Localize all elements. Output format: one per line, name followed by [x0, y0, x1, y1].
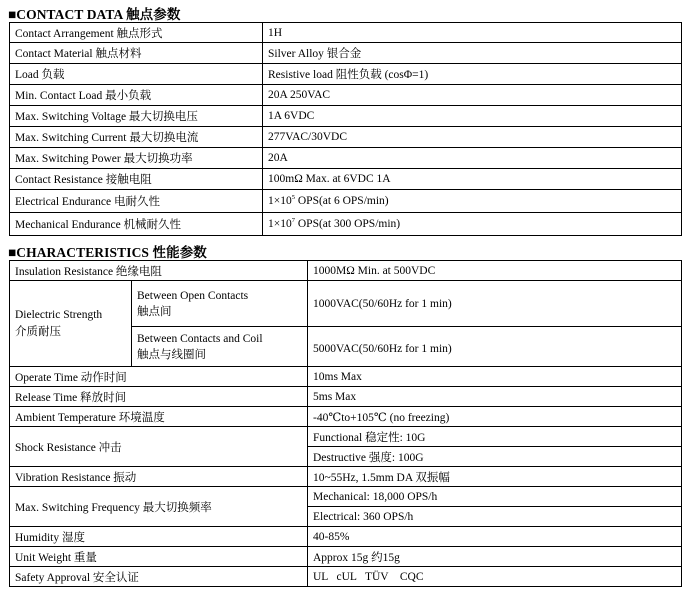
characteristics-title: ■CHARACTERISTICS 性能参数	[8, 245, 207, 260]
row-label: Operate Time 动作时间	[10, 367, 308, 387]
dielectric-label-cn: 介质耐压	[15, 325, 61, 338]
row-label: Contact Material 触点材料	[10, 43, 263, 64]
table-row	[10, 547, 682, 567]
row-label: Contact Arrangement 触点形式	[10, 23, 263, 43]
table-row	[10, 427, 682, 447]
table-row	[10, 213, 682, 236]
table-row	[10, 106, 682, 127]
row-label: Max. Switching Frequency 最大切换频率	[10, 487, 308, 527]
sub-label	[132, 327, 308, 367]
row-label: Vibration Resistance 振动	[10, 467, 308, 487]
dielectric-label	[10, 281, 132, 367]
row-label: Humidity 湿度	[10, 527, 308, 547]
value-rest: OPS(at 300 OPS/min)	[295, 218, 401, 230]
characteristics-table	[9, 260, 682, 587]
table-row	[10, 467, 682, 487]
row-value	[263, 190, 682, 213]
sub-label-en: Between Open Contacts	[137, 289, 249, 302]
value-base: 1×10	[268, 195, 292, 207]
table-row	[10, 281, 682, 327]
row-value: 10~55Hz, 1.5mm DA 双振幅	[308, 467, 682, 487]
table-row	[10, 169, 682, 190]
row-label: Insulation Resistance 绝缘电阻	[10, 261, 308, 281]
row-label: Shock Resistance 冲击	[10, 427, 308, 467]
row-label: Max. Switching Power 最大切换功率	[10, 148, 263, 169]
row-value	[263, 213, 682, 236]
row-label: Load 负载	[10, 64, 263, 85]
row-value: Silver Alloy 银合金	[263, 43, 682, 64]
table-row	[10, 407, 682, 427]
table-row	[10, 85, 682, 106]
row-label: Release Time 释放时间	[10, 387, 308, 407]
table-row	[10, 527, 682, 547]
sub-label	[132, 281, 308, 327]
table-row	[10, 64, 682, 85]
row-value: Destructive 强度: 100G	[308, 447, 682, 467]
table-row	[10, 487, 682, 507]
row-value: 1000MΩ Min. at 500VDC	[308, 261, 682, 281]
sub-label-cn: 触点与线圈间	[137, 348, 206, 361]
table-row	[10, 261, 682, 281]
row-label: Min. Contact Load 最小负载	[10, 85, 263, 106]
row-value: 20A	[263, 148, 682, 169]
table-row	[10, 567, 682, 587]
row-value: 277VAC/30VDC	[263, 127, 682, 148]
sub-label-en: Between Contacts and Coil	[137, 332, 263, 345]
table-row	[10, 387, 682, 407]
dielectric-label-en: Dielectric Strength	[15, 308, 103, 321]
row-value: 20A 250VAC	[263, 85, 682, 106]
row-label: Max. Switching Voltage 最大切换电压	[10, 106, 263, 127]
row-label: Max. Switching Current 最大切换电流	[10, 127, 263, 148]
table-row	[10, 43, 682, 64]
row-value: 5000VAC(50/60Hz for 1 min)	[308, 327, 682, 367]
row-value: Resistive load 阻性负载 (cosΦ=1)	[263, 64, 682, 85]
row-value: 40-85%	[308, 527, 682, 547]
row-label: Unit Weight 重量	[10, 547, 308, 567]
row-value: 1H	[263, 23, 682, 43]
row-label: Ambient Temperature 环境温度	[10, 407, 308, 427]
row-value: Mechanical: 18,000 OPS/h	[308, 487, 682, 507]
row-label: Safety Approval 安全认证	[10, 567, 308, 587]
row-value: 5ms Max	[308, 387, 682, 407]
row-value: Functional 稳定性: 10G	[308, 427, 682, 447]
value-rest: OPS(at 6 OPS/min)	[295, 195, 389, 207]
row-label: Electrical Endurance 电耐久性	[10, 190, 263, 213]
row-value: Approx 15g 约15g	[308, 547, 682, 567]
table-row	[10, 127, 682, 148]
row-label: Mechanical Endurance 机械耐久性	[10, 213, 263, 236]
row-value: 10ms Max	[308, 367, 682, 387]
value-exponent: 7	[291, 217, 295, 224]
table-row	[10, 148, 682, 169]
row-value: UL cUL TÜV CQC	[308, 567, 682, 587]
contact-data-title: ■CONTACT DATA 触点参数	[8, 7, 181, 22]
row-label: Contact Resistance 接触电阻	[10, 169, 263, 190]
row-value: 1000VAC(50/60Hz for 1 min)	[308, 281, 682, 327]
value-base: 1×10	[268, 218, 292, 230]
table-row	[10, 367, 682, 387]
value-exponent: 5	[291, 194, 295, 201]
row-value: Electrical: 360 OPS/h	[308, 507, 682, 527]
contact-data-table	[9, 22, 682, 236]
row-value: 1A 6VDC	[263, 106, 682, 127]
table-row	[10, 23, 682, 43]
row-value: 100mΩ Max. at 6VDC 1A	[263, 169, 682, 190]
table-row	[10, 190, 682, 213]
row-value: -40℃to+105℃ (no freezing)	[308, 407, 682, 427]
sub-label-cn: 触点间	[137, 305, 172, 318]
